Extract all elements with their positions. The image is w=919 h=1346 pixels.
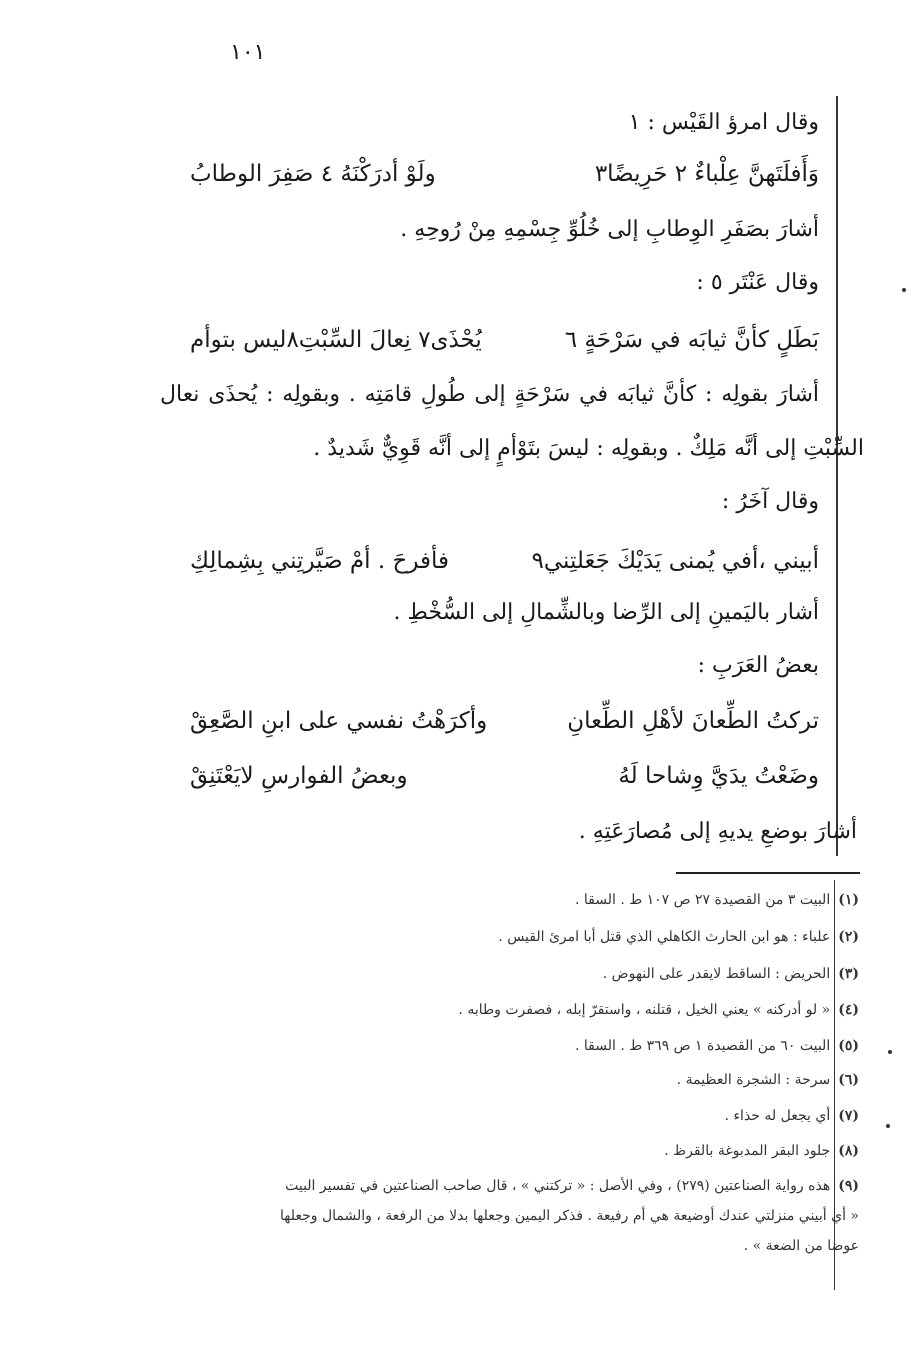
- page-number: ١٠١: [230, 40, 266, 65]
- verse-line-5: [190, 760, 819, 792]
- margin-mark: [888, 1050, 892, 1054]
- footnote-number: (٥): [838, 1038, 859, 1054]
- footnote-continuation: [744, 1236, 859, 1256]
- commentary-line: أشارَ بوضعِ يديهِ إلى مُصارَعَتِهِ .: [578, 819, 857, 844]
- commentary-line: أشارَ بصَفَرِ الوِطابِ إلى خُلُوِّ جِسْمِهِ مِنْ رُوحِهِ .: [400, 217, 819, 242]
- verse-3-second-hemistich: فأفرحَ . أمْ صَيَّرتِني بِشِمالِكِ: [190, 548, 450, 574]
- verse-intro-some-arabs: بعضُ العَرَبِ :: [697, 653, 819, 678]
- footnote-number: (٦): [838, 1072, 859, 1088]
- footnote-text: جلود البقر المدبوغة بالقرظ .: [664, 1143, 831, 1159]
- verse-line-4: [190, 705, 819, 737]
- verse-line-2: [190, 324, 819, 356]
- commentary-line: السِّبْتِ إلى أنَّه مَلِكٌ . وبقولِه : ليسَ بتَوْأمٍ إلى أنَّه قَوِيٌّ شَديدٌ .: [313, 436, 864, 461]
- verse-2-second-hemistich: يُحْذَى٧ نِعالَ السِّبْتِ٨ليس بتوأم: [190, 327, 482, 353]
- verse-2-first-hemistich: بَطَلٍ كأنَّ ثيابَه في سَرْحَةٍ ٦: [564, 327, 819, 353]
- footnote: [677, 1070, 859, 1090]
- footnote-number: (٣): [838, 966, 859, 982]
- verse-5-first-hemistich: وضَعْتُ يدَيَّ وِشاحا لَهُ: [618, 763, 819, 789]
- footnote-text: « أي أبيني منزلتي عندك أوضيعة هي أم رفيعة . فذكر اليمين وجعلها بدلا من الرفعة ، والشمال وجعلها: [279, 1208, 859, 1224]
- footnote-continuation: [280, 1206, 859, 1226]
- footnote-text: أي يجعل له حذاء .: [724, 1108, 831, 1124]
- footnote-text: البيت ٣ من القصيدة ٢٧ ص ١٠٧ ط . السقا .: [575, 892, 831, 908]
- verse-1-first-hemistich: وَأَفلَتَهنَّ عِلْباءٌ ٢ حَرِيضًا٣: [594, 161, 819, 187]
- footnote: [458, 1000, 859, 1020]
- verse-intro-antar: وقال عَنْتَر ٥ :: [696, 270, 819, 295]
- footnote-number: (٩): [838, 1178, 859, 1194]
- footnote: [725, 1106, 859, 1126]
- verse-3-first-hemistich: أبيني ،أفي يُمنى يَدَيْكَ جَعَلتِني٩: [531, 548, 819, 574]
- footnote-text: عوضا من الضعة » .: [743, 1238, 859, 1254]
- footnote: [575, 890, 859, 910]
- footnote: [498, 927, 859, 947]
- verse-line-3: [190, 545, 819, 577]
- footnote: [603, 964, 859, 984]
- footnote-number: (٢): [838, 929, 859, 945]
- footnote: [575, 1036, 859, 1056]
- footnote-text: الحريض : الساقط لايقدر على النهوض .: [602, 966, 831, 982]
- commentary-line: أشار باليَمينِ إلى الرِّضا وبالشِّمالِ إلى السُّخْطِ .: [393, 600, 819, 625]
- footnote-divider: [676, 872, 860, 874]
- footnote-text: « لو أدركنه » يعني الخيل ، قتلنه ، واستقرّ إبله ، فصفرت وطابه .: [458, 1002, 831, 1018]
- margin-rule: [836, 96, 838, 856]
- verse-1-second-hemistich: ولَوْ أدرَكْنَهُ ٤ صَفِرَ الوطابُ: [190, 161, 436, 187]
- footnote-text: علباء : هو ابن الحارث الكاهلي الذي قتل أبا امرئ القيس .: [498, 929, 831, 945]
- footnote-number: (٧): [838, 1108, 859, 1124]
- verse-5-second-hemistich: وبعضُ الفوارسِ لايَعْتَنِقْ: [190, 763, 408, 789]
- footnote-text: هذه رواية الصناعتين (٢٧٩) ، وفي الأصل : « تركتني » ، قال صاحب الصناعتين في تفسير البيت: [285, 1178, 831, 1194]
- verse-4-second-hemistich: وأكرَهْتُ نفسي على ابنِ الصَّعِقْ: [190, 708, 488, 734]
- footnote-number: (١): [838, 892, 859, 908]
- footnote-text: البيت ٦٠ من القصيدة ١ ص ٣٦٩ ط . السقا .: [575, 1038, 831, 1054]
- margin-mark: [902, 288, 906, 292]
- footnote: [285, 1176, 859, 1196]
- commentary-line: أشارَ بقولِه : كأنَّ ثيابَه في سَرْحَةٍ إلى طُولِ قامَتِه . وبقولِه : يُحذَى نعال: [160, 382, 819, 407]
- footnote-number: (٨): [838, 1143, 859, 1159]
- verse-4-first-hemistich: تركتُ الطِّعانَ لأهْلِ الطِّعانِ: [567, 708, 819, 734]
- margin-mark: [886, 1124, 890, 1128]
- verse-intro-another: وقال آخَرُ :: [721, 489, 819, 514]
- verse-line-1: [190, 158, 819, 190]
- footnote-number: (٤): [838, 1002, 859, 1018]
- verse-intro-imru-al-qais: وقال امرؤ القَيْس : ١: [628, 110, 819, 135]
- footnote-text: سرحة : الشجرة العظيمة .: [676, 1072, 831, 1088]
- footnote: [664, 1141, 859, 1161]
